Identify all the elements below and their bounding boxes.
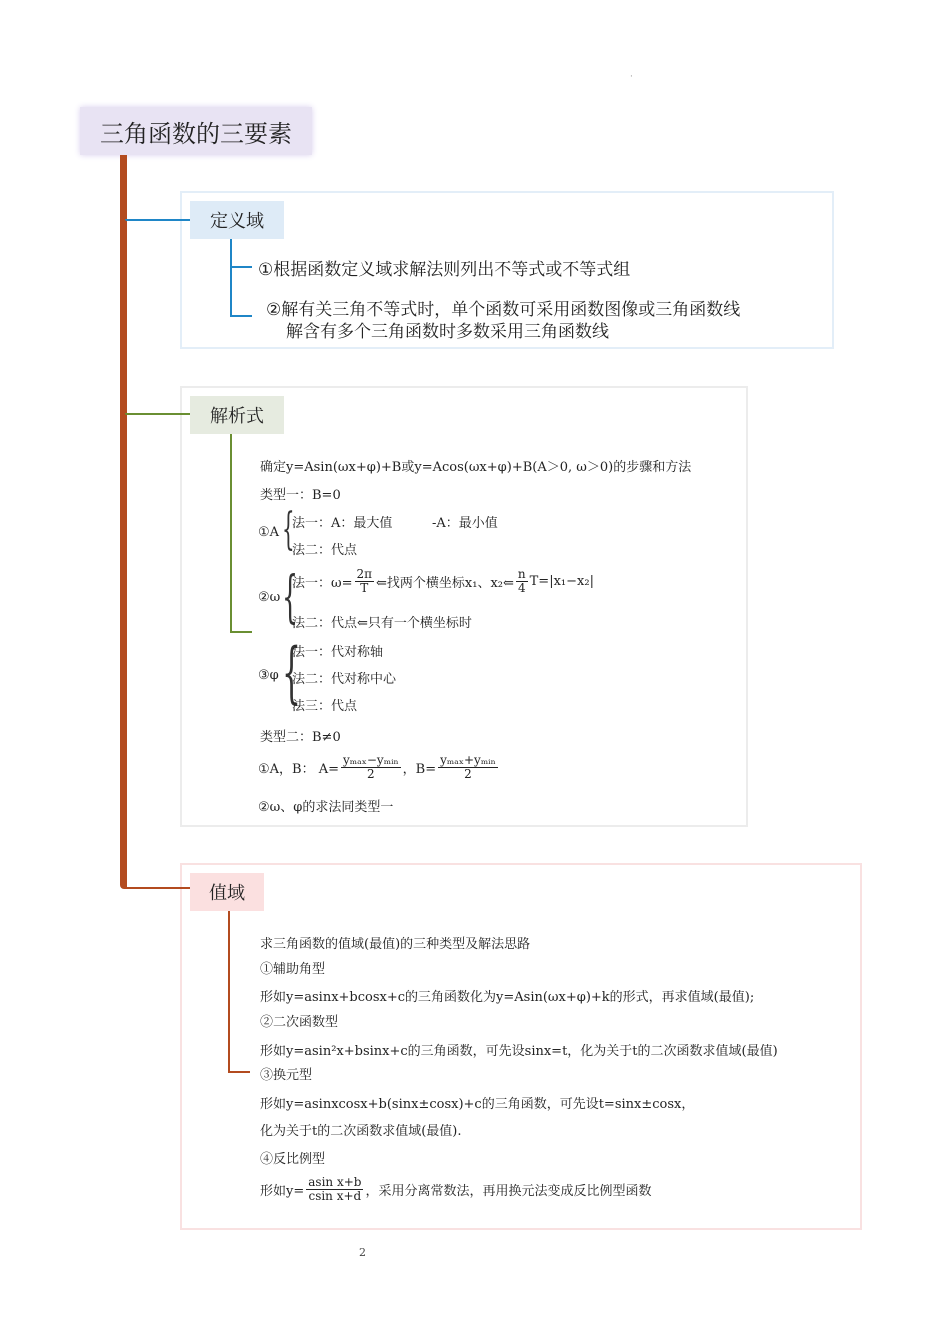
- formula-tick: [230, 631, 252, 633]
- a-method-2: 法二：代点: [292, 543, 358, 558]
- range-p4-post: ，采用分离常数法，再用换元法变成反比例型函数: [365, 1183, 652, 1199]
- a-frac-den: 2: [367, 766, 375, 781]
- range-para-4: [260, 1176, 651, 1202]
- phi-label: ③φ: [258, 668, 279, 683]
- domain-node: 定义域: [190, 201, 284, 239]
- a-brace: {: [282, 504, 295, 555]
- a-method-1: 法一：A：最大值: [292, 516, 393, 531]
- omega-label: ②ω: [258, 590, 281, 605]
- formula-connector: [230, 434, 232, 633]
- range-para-3b: 化为关于t的二次函数求值域(最值).: [260, 1124, 462, 1139]
- range-fraction: [306, 1176, 363, 1202]
- range-frac-num: asin x+b: [308, 1175, 362, 1189]
- omega-fraction-1: [355, 568, 375, 594]
- formula-intro: 确定y=Asin(ωx+φ)+B或y=Acos(ωx+φ)+B(A＞0, ω＞0)的步骤和方法: [260, 460, 692, 475]
- a-method-1b: -A：最小值: [432, 516, 498, 531]
- range-connector: [228, 911, 230, 1073]
- formula-branch: [125, 413, 191, 415]
- b-fraction: [438, 754, 498, 780]
- top-dot: ·: [630, 72, 633, 82]
- range-frac-den: csin x+d: [308, 1188, 362, 1203]
- omega-m1-post: T=|x₁−x₂|: [529, 573, 594, 589]
- omega-frac-den: T: [360, 580, 369, 595]
- domain-connector: [230, 239, 232, 316]
- b-frac-den: 2: [464, 766, 472, 781]
- formula-node: 解析式: [190, 396, 284, 434]
- formula-last: ②ω、φ的求法同类型一: [258, 800, 394, 815]
- page-title: 三角函数的三要素: [80, 107, 312, 155]
- range-node: 值域: [190, 873, 264, 911]
- a-fraction: [341, 754, 401, 780]
- range-heading-3: ③换元型: [260, 1068, 313, 1083]
- range-para-2: 形如y=asin²x+bsinx+c的三角函数，可先设sinx=t，化为关于t的二次函数求值域(最值): [260, 1044, 778, 1059]
- range-tick: [228, 1071, 250, 1073]
- formula-type-1: 类型一：B=0: [260, 488, 341, 503]
- omega-frac2-num: n: [517, 567, 526, 581]
- phi-method-2: 法二：代对称中心: [292, 672, 397, 687]
- page-number: 2: [359, 1246, 366, 1259]
- omega-frac-num: 2π: [356, 567, 373, 581]
- phi-brace: {: [282, 634, 301, 711]
- range-para-1: 形如y=asinx+bcosx+c的三角函数化为y=Asin(ωx+φ)+k的形式，再求值域(最值);: [260, 990, 755, 1005]
- omega-brace: {: [282, 565, 299, 630]
- a-label: ①A: [258, 525, 280, 540]
- ab-pre: ①A，B： A=: [258, 761, 340, 777]
- range-heading-1: ①辅助角型: [260, 962, 326, 977]
- omega-m1-pre: 法一：ω=: [292, 575, 353, 591]
- domain-item-2-line-1: ②解有关三角不等式时，单个函数可采用函数图像或三角函数线: [266, 300, 741, 320]
- ab-formula: [258, 754, 500, 780]
- omega-frac2-den: 4: [517, 580, 526, 595]
- a-frac-num: yₘₐₓ−yₘᵢₙ: [343, 753, 399, 767]
- range-heading-4: ④反比例型: [260, 1152, 326, 1167]
- range-p4-pre: 形如y=: [260, 1183, 305, 1199]
- domain-tick-1: [230, 266, 252, 268]
- b-frac-num: yₘₐₓ+yₘᵢₙ: [440, 753, 496, 767]
- domain-branch: [125, 219, 191, 221]
- domain-item-2-line-2: 解含有多个三角函数时多数采用三角函数线: [286, 322, 609, 342]
- formula-type-2: 类型二：B≠0: [260, 730, 341, 745]
- omega-method-2: 法二：代点⇐只有一个横坐标时: [292, 616, 472, 631]
- domain-item-1: ①根据函数定义域求解法则列出不等式或不等式组: [258, 260, 631, 280]
- phi-method-3: 法三：代点: [292, 699, 358, 714]
- omega-method-1: [292, 568, 594, 594]
- mindmap-trunk: [120, 155, 127, 889]
- ab-mid: ，B=: [402, 761, 437, 777]
- range-para-3a: 形如y=asinxcosx+b(sinx±cosx)+c的三角函数，可先设t=sinx±cosx，: [260, 1097, 695, 1112]
- omega-m1-mid: ⇐找两个横坐标x₁、x₂⇐: [376, 575, 514, 591]
- range-intro: 求三角函数的值域(最值)的三种类型及解法思路: [260, 937, 531, 952]
- omega-fraction-2: [516, 568, 528, 594]
- domain-tick-2: [230, 315, 252, 317]
- range-branch: [125, 887, 191, 889]
- range-heading-2: ②二次函数型: [260, 1015, 339, 1030]
- phi-method-1: 法一：代对称轴: [292, 645, 384, 660]
